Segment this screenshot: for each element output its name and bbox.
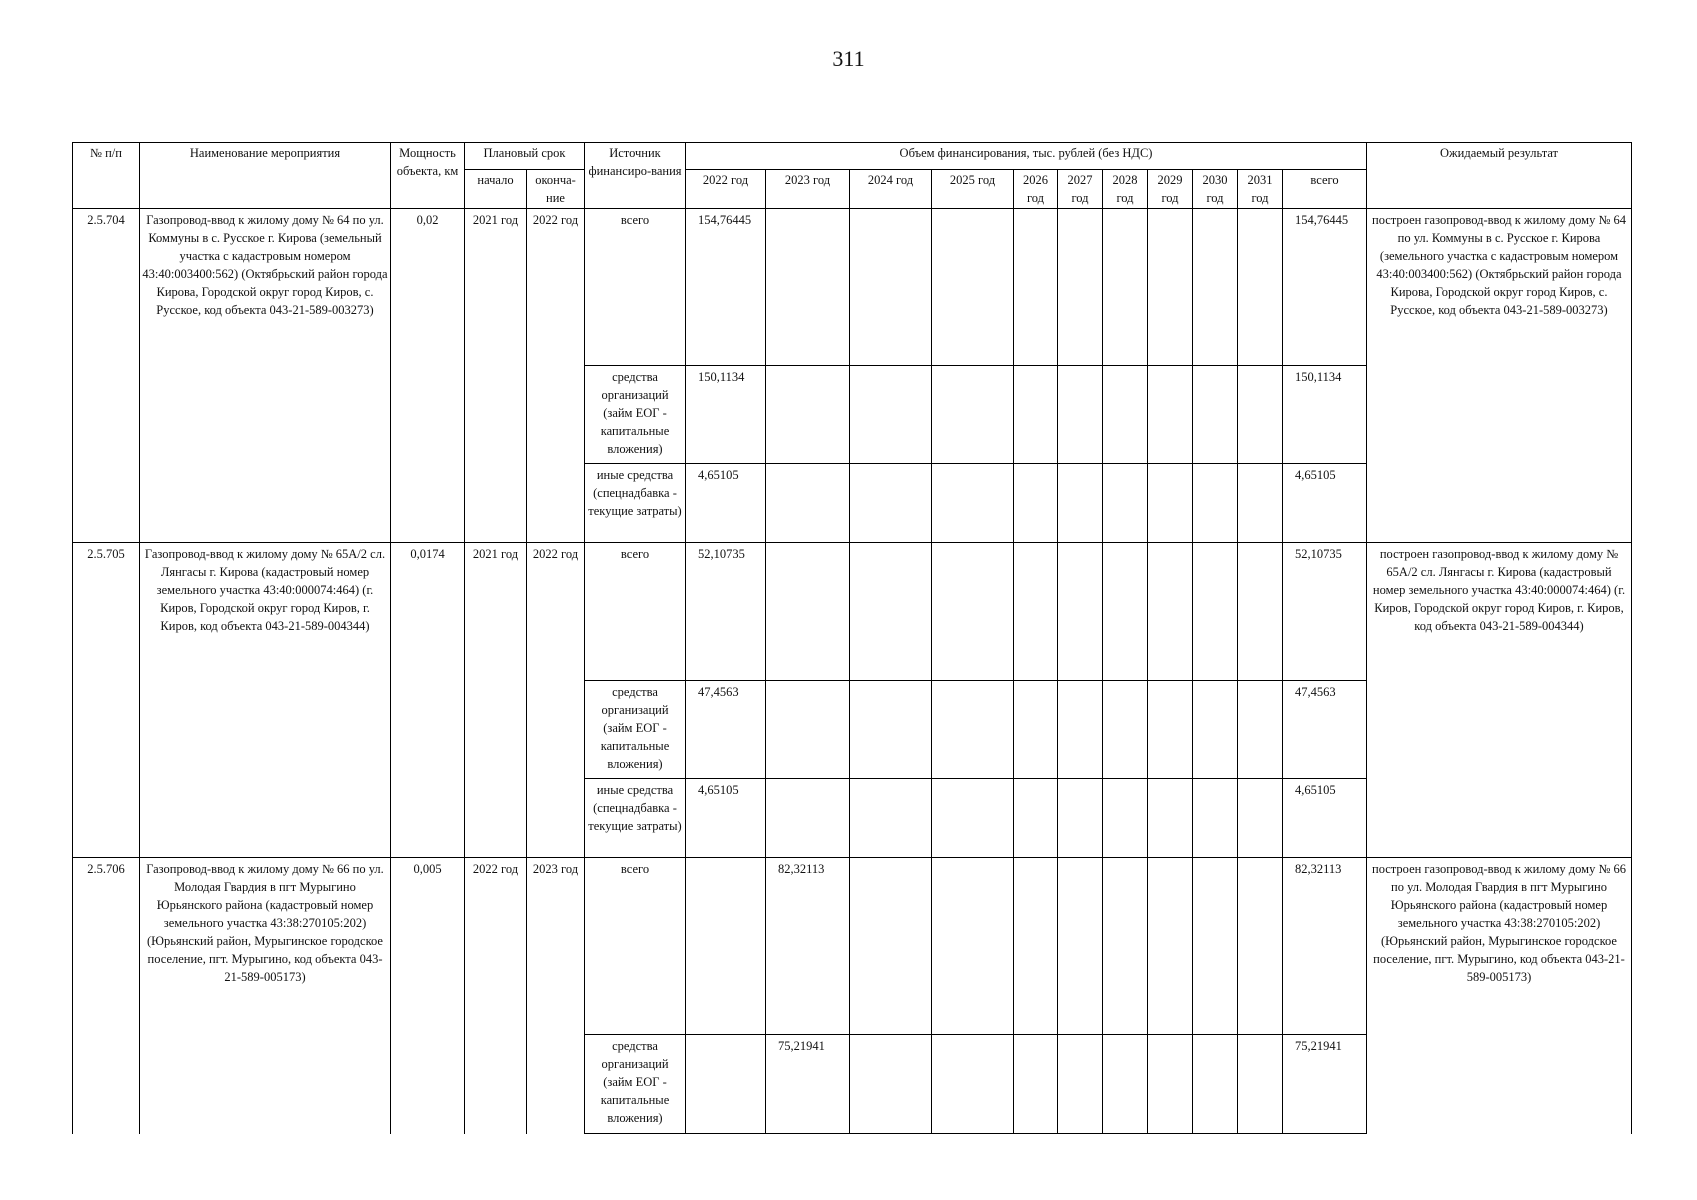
year-value	[1058, 209, 1103, 366]
year-value	[1193, 858, 1238, 1035]
year-value	[1148, 1035, 1193, 1134]
year-value	[1103, 1035, 1148, 1134]
year-value	[1238, 366, 1283, 464]
year-value	[1058, 543, 1103, 681]
total-value: 52,10735	[1283, 543, 1367, 681]
header-period: Плановый срок	[465, 143, 585, 170]
period-start: 2021 год	[465, 209, 527, 543]
year-value	[1014, 779, 1058, 858]
table-row	[73, 858, 1632, 1035]
year-value: 150,1134	[686, 366, 766, 464]
year-value	[1103, 858, 1148, 1035]
table-row	[73, 543, 1632, 681]
funding-source: средства организаций (займ ЕОГ - капитальные вложения)	[585, 1035, 686, 1134]
year-value	[850, 366, 932, 464]
year-value	[766, 464, 850, 543]
row-number: 2.5.704	[73, 209, 140, 543]
year-value	[1058, 366, 1103, 464]
row-number: 2.5.706	[73, 858, 140, 1134]
year-value	[766, 543, 850, 681]
header-source: Источник финансиро-вания	[585, 143, 686, 209]
header-year: 2030 год	[1193, 170, 1238, 209]
year-value	[932, 1035, 1014, 1134]
year-value	[1238, 858, 1283, 1035]
year-value: 47,4563	[686, 681, 766, 779]
header-year: 2022 год	[686, 170, 766, 209]
event-name: Газопровод-ввод к жилому дому № 64 по ул. Коммуны в с. Русское г. Кирова (земельный участка с кадастровым номером 43:40:003400:562) (Октябрьский район города Кирова, Городской округ город Киров, с. Русское, код объекта 043-21-589-003273)	[140, 209, 391, 543]
year-value	[1103, 366, 1148, 464]
funding-source: иные средства (спецнадбавка - текущие затраты)	[585, 464, 686, 543]
year-value: 75,21941	[766, 1035, 850, 1134]
row-number: 2.5.705	[73, 543, 140, 858]
header-year: 2026 год	[1014, 170, 1058, 209]
period-start: 2022 год	[465, 858, 527, 1134]
year-value	[932, 209, 1014, 366]
period-start: 2021 год	[465, 543, 527, 858]
year-value	[1148, 209, 1193, 366]
total-value: 154,76445	[1283, 209, 1367, 366]
table-body	[73, 209, 1632, 1134]
year-value	[1103, 209, 1148, 366]
header-year: 2029 год	[1148, 170, 1193, 209]
year-value	[932, 858, 1014, 1035]
header-year: 2028 год	[1103, 170, 1148, 209]
header-result: Ожидаемый результат	[1367, 143, 1632, 209]
total-value: 75,21941	[1283, 1035, 1367, 1134]
year-value	[766, 209, 850, 366]
year-value	[1103, 681, 1148, 779]
year-value	[932, 779, 1014, 858]
header-year: 2023 год	[766, 170, 850, 209]
year-value	[1238, 1035, 1283, 1134]
funding-source: иные средства (спецнадбавка - текущие затраты)	[585, 779, 686, 858]
year-value	[1238, 209, 1283, 366]
object-power: 0,005	[391, 858, 465, 1134]
funding-source: средства организаций (займ ЕОГ - капитальные вложения)	[585, 366, 686, 464]
funding-table	[72, 142, 1632, 1134]
header-year: 2024 год	[850, 170, 932, 209]
year-value: 82,32113	[766, 858, 850, 1035]
header-total: всего	[1283, 170, 1367, 209]
year-value	[1058, 681, 1103, 779]
year-value	[1193, 464, 1238, 543]
year-value	[686, 858, 766, 1035]
year-value	[1193, 681, 1238, 779]
header-num: № п/п	[73, 143, 140, 209]
year-value	[1014, 858, 1058, 1035]
year-value	[850, 1035, 932, 1134]
year-value	[1014, 543, 1058, 681]
expected-result: построен газопровод-ввод к жилому дому № 65А/2 сл. Лянгасы г. Кирова (кадастровый номер земельного участка 43:40:000074:464) (г. Киров, Городской округ город Киров, г. Киров, код объекта 043-21-589-004344)	[1367, 543, 1632, 858]
expected-result: построен газопровод-ввод к жилому дому № 64 по ул. Коммуны в с. Русское г. Кирова (земельного участка с кадастровым номером 43:40:003400:562) (Октябрьский район города Кирова, Городской округ город Киров, с. Русское, код объекта 043-21-589-003273)	[1367, 209, 1632, 543]
year-value	[1014, 681, 1058, 779]
year-value	[932, 464, 1014, 543]
year-value	[1103, 464, 1148, 543]
event-name: Газопровод-ввод к жилому дому № 65А/2 сл. Лянгасы г. Кирова (кадастровый номер земельного участка 43:40:000074:464) (г. Киров, Городской округ город Киров, г. Киров, код объекта 043-21-589-004344)	[140, 543, 391, 858]
year-value: 52,10735	[686, 543, 766, 681]
year-value	[1058, 779, 1103, 858]
year-value	[1238, 464, 1283, 543]
year-value	[850, 681, 932, 779]
year-value	[1193, 1035, 1238, 1134]
year-value: 4,65105	[686, 464, 766, 543]
funding-source: всего	[585, 543, 686, 681]
year-value: 4,65105	[686, 779, 766, 858]
header-name: Наименование мероприятия	[140, 143, 391, 209]
object-power: 0,0174	[391, 543, 465, 858]
object-power: 0,02	[391, 209, 465, 543]
header-funding: Объем финансирования, тыс. рублей (без НДС)	[686, 143, 1367, 170]
event-name: Газопровод-ввод к жилому дому № 66 по ул. Молодая Гвардия в пгт Мурыгино Юрьянского района (кадастровый номер земельного участка 43:38:270105:202) (Юрьянский район, Мурыгинское городское поселение, пгт. Мурыгино, код объекта 043-21-589-005173)	[140, 858, 391, 1134]
year-value	[1014, 464, 1058, 543]
year-value	[1103, 543, 1148, 681]
year-value	[1193, 543, 1238, 681]
table-row	[73, 209, 1632, 366]
year-value	[932, 543, 1014, 681]
funding-source: всего	[585, 858, 686, 1035]
year-value	[850, 464, 932, 543]
year-value	[1238, 543, 1283, 681]
period-end: 2022 год	[527, 543, 585, 858]
funding-source: всего	[585, 209, 686, 366]
year-value	[850, 858, 932, 1035]
year-value	[1148, 464, 1193, 543]
year-value	[932, 681, 1014, 779]
year-value	[1193, 366, 1238, 464]
header-start: начало	[465, 170, 527, 209]
year-value: 154,76445	[686, 209, 766, 366]
year-value	[1238, 779, 1283, 858]
year-value	[1148, 858, 1193, 1035]
page-number: 311	[832, 46, 865, 71]
year-value	[850, 779, 932, 858]
year-value	[932, 366, 1014, 464]
period-end: 2022 год	[527, 209, 585, 543]
year-value	[1058, 464, 1103, 543]
total-value: 47,4563	[1283, 681, 1367, 779]
total-value: 82,32113	[1283, 858, 1367, 1035]
year-value	[766, 366, 850, 464]
header-end: оконча-ние	[527, 170, 585, 209]
period-end: 2023 год	[527, 858, 585, 1134]
year-value	[1014, 1035, 1058, 1134]
year-value	[850, 543, 932, 681]
year-value	[1103, 779, 1148, 858]
year-value	[766, 779, 850, 858]
funding-source: средства организаций (займ ЕОГ - капитальные вложения)	[585, 681, 686, 779]
header-power: Мощность объекта, км	[391, 143, 465, 209]
year-value	[1014, 366, 1058, 464]
year-value	[1058, 1035, 1103, 1134]
year-value	[1148, 779, 1193, 858]
header-year: 2031 год	[1238, 170, 1283, 209]
total-value: 4,65105	[1283, 464, 1367, 543]
header-year: 2027 год	[1058, 170, 1103, 209]
year-value	[1148, 681, 1193, 779]
year-value	[850, 209, 932, 366]
year-value	[1014, 209, 1058, 366]
total-value: 4,65105	[1283, 779, 1367, 858]
year-value	[1058, 858, 1103, 1035]
year-value	[1148, 366, 1193, 464]
year-value	[686, 1035, 766, 1134]
year-value	[1193, 209, 1238, 366]
header-year: 2025 год	[932, 170, 1014, 209]
table-header	[73, 143, 1632, 209]
year-value	[1238, 681, 1283, 779]
expected-result: построен газопровод-ввод к жилому дому № 66 по ул. Молодая Гвардия в пгт Мурыгино Юрьянского района (кадастровый номер земельного участка 43:38:270105:202) (Юрьянский район, Мурыгинское городское поселение, пгт. Мурыгино, код объекта 043-21-589-005173)	[1367, 858, 1632, 1134]
year-value	[1148, 543, 1193, 681]
year-value	[766, 681, 850, 779]
total-value: 150,1134	[1283, 366, 1367, 464]
year-value	[1193, 779, 1238, 858]
